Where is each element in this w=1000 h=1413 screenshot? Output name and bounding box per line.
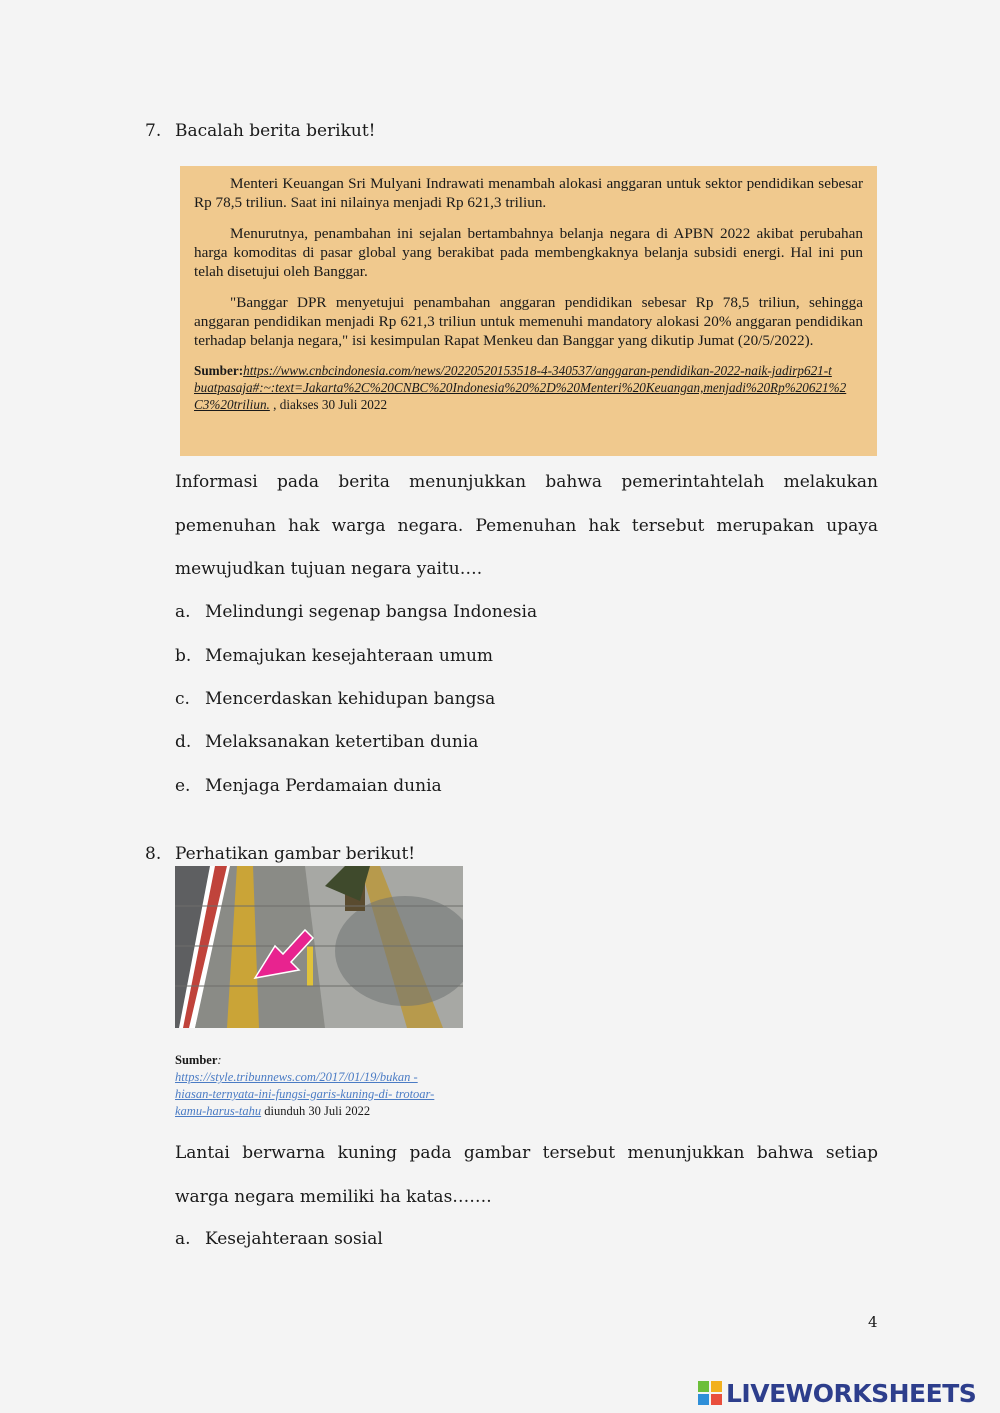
credit-label: Sumber: [175, 1053, 218, 1067]
image-credit: Sumber: https://style.tribunnews.com/2017/01/19/bukan -hiasan-ternyata-ini-fungsi-garis-kuning-di- trotoar-kamu-harus-tahu diunduh 30 Juli 2022: [175, 1053, 435, 1118]
news-source-label: Sumber:: [194, 363, 244, 378]
credit-link[interactable]: https://style.tribunnews.com/2017/01/19/bukan -hiasan-ternyata-ini-fungsi-garis-kuning-di- trotoar-kamu-harus-tahu: [175, 1070, 435, 1118]
liveworksheets-logo[interactable]: [698, 1378, 976, 1408]
sidewalk-tactile-paving-photo: [175, 866, 463, 1028]
question-7-option-d[interactable]: d. Melaksanakan ketertiban dunia: [175, 732, 479, 752]
question-7-option-c[interactable]: c. Mencerdaskan kehidupan bangsa: [175, 689, 496, 709]
question-7-heading: Bacalah berita berikut!: [175, 121, 376, 141]
question-8-number: 8.: [145, 844, 162, 864]
question-7-text: Informasi pada berita menunjukkan bahwa pemerintahtelah melakukan pemenuhan hak warga negara. Pemenuhan hak tersebut merupakan upaya mewujudkan tujuan negara yaitu….: [175, 472, 878, 579]
question-8-heading: Perhatikan gambar berikut!: [175, 844, 416, 864]
brand-name: LIVEWORKSHEETS: [726, 1378, 977, 1408]
news-paragraph-1: Menteri Keuangan Sri Mulyani Indrawati menambah alokasi anggaran untuk sektor pendidikan sebesar Rp 78,5 triliun. Saat ini nilainya menjadi Rp 621,3 triliun.: [194, 175, 863, 211]
question-8-option-a[interactable]: a. Kesejahteraan sosial: [175, 1229, 383, 1249]
page-number: 4: [868, 1313, 878, 1331]
question-7-number: 7.: [145, 121, 162, 141]
credit-date: diunduh 30 Juli 2022: [261, 1104, 371, 1118]
news-paragraph-2: Menurutnya, penambahan ini sejalan bertambahnya belanja negara di APBN 2022 akibat perubahan harga komoditas di pasar global yang berakibat pada membengkaknya belanja subsidi energi. Hal ini pun telah disetujui oleh Banggar.: [194, 225, 863, 280]
news-source: [194, 362, 863, 413]
question-7-option-b[interactable]: b. Memajukan kesejahteraan umum: [175, 646, 494, 666]
question-7-option-a[interactable]: a. Melindungi segenap bangsa Indonesia: [175, 602, 538, 622]
question-7-option-e[interactable]: e. Menjaga Perdamaian dunia: [175, 776, 442, 796]
news-source-accessed: , diakses 30 Juli 2022: [269, 397, 388, 412]
news-source-link[interactable]: https://www.cnbcindonesia.com/news/20220520153518-4-340537/anggaran-pendidikan-2022-naik-jadirp621-t buatpasaja#:~:text=Jakarta%2C%20CNBC%20Indonesia%20%2D%20Menteri%20Keuangan,menjadi%20Rp%20621%2 C3%20triliun.: [194, 363, 847, 412]
question-8-text: Lantai berwarna kuning pada gambar tersebut menunjukkan bahwa setiap warga negara memiliki ha katas…….: [175, 1143, 878, 1207]
news-excerpt-box: [180, 166, 877, 456]
liveworksheets-icon: [698, 1381, 722, 1405]
news-paragraph-3: "Banggar DPR menyetujui penambahan anggaran pendidikan sebesar Rp 78,5 triliun, sehingga anggaran pendidikan menjadi Rp 621,3 triliun untuk memenuhi mandatory alokasi 20% anggaran pendidikan terhadap belanja negara," isi kesimpulan Rapat Menkeu dan Banggar yang dikutip Jumat (20/5/2022).: [194, 294, 863, 349]
